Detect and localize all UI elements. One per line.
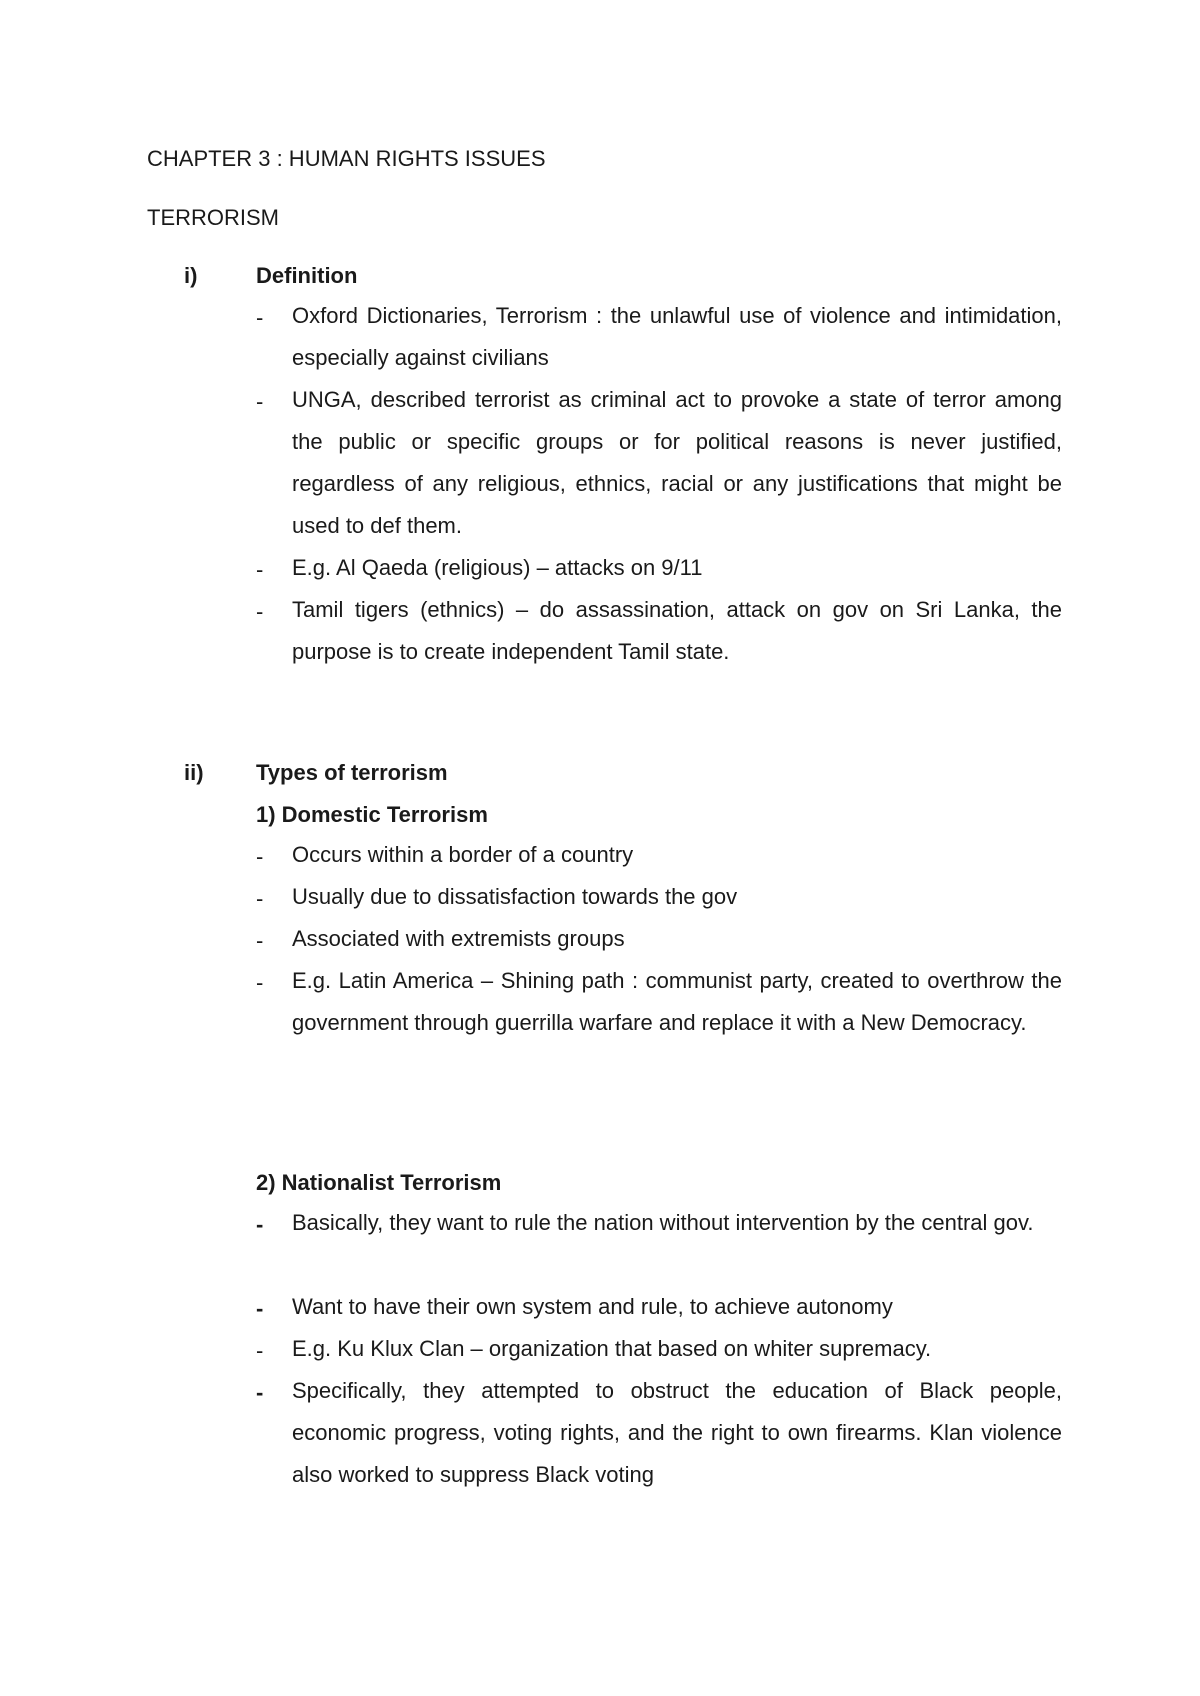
bullet-dash: - — [256, 844, 264, 869]
bullet-text: Oxford Dictionaries, Terrorism : the unlawful use of violence and intimidation, especially against civilians — [292, 303, 1062, 370]
bullet-dash: - — [256, 557, 264, 582]
types-heading: Types of terrorism — [256, 760, 448, 785]
nationalist-heading: 2) Nationalist Terrorism — [256, 1170, 502, 1195]
bullet-dash: - — [256, 970, 264, 995]
definition-heading: Definition — [256, 263, 358, 288]
domestic-heading: 1) Domestic Terrorism — [256, 802, 488, 827]
bullet-dash: - — [256, 599, 264, 624]
bullet-text: Want to have their own system and rule, to achieve autonomy — [292, 1294, 893, 1319]
bullet-text: UNGA, described terrorist as criminal act to provoke a state of terror among the public or specific groups or for political reasons is never justified, regardless of any religious, ethnics, racial or any justifications that might be used to def them. — [292, 387, 1062, 538]
bullet-text: Tamil tigers (ethnics) – do assassination, attack on gov on Sri Lanka, the purpose is to create independent Tamil state. — [292, 597, 1062, 664]
bullet-text: E.g. Latin America – Shining path : communist party, created to overthrow the government through guerrilla warfare and replace it with a New Democracy. — [292, 968, 1062, 1035]
bullet-dash: - — [256, 1212, 264, 1237]
bullet-text: Usually due to dissatisfaction towards the gov — [292, 884, 738, 909]
bullet-dash: - — [256, 886, 264, 911]
bullet-text: E.g. Ku Klux Clan – organization that based on whiter supremacy. — [292, 1336, 932, 1361]
chapter-title: CHAPTER 3 : HUMAN RIGHTS ISSUES — [147, 146, 546, 171]
bullet-text: E.g. Al Qaeda (religious) – attacks on 9/11 — [292, 555, 703, 580]
bullet-dash: - — [256, 928, 264, 953]
bullet-text: Basically, they want to rule the nation without intervention by the central gov. — [292, 1210, 1034, 1235]
bullet-dash: - — [256, 1296, 264, 1321]
bullet-text: Associated with extremists groups — [292, 926, 625, 951]
bullet-dash: - — [256, 389, 264, 414]
bullet-text: Occurs within a border of a country — [292, 842, 634, 867]
bullet-dash: - — [256, 1380, 264, 1405]
section-title: TERRORISM — [147, 205, 279, 230]
bullet-text: Specifically, they attempted to obstruct the education of Black people, economic progress, voting rights, and the right to own firearms. Klan violence also worked to suppress Black voting — [292, 1378, 1062, 1487]
types-numeral: ii) — [184, 760, 204, 785]
bullet-dash: - — [256, 305, 264, 330]
bullet-dash: - — [256, 1338, 264, 1363]
definition-numeral: i) — [184, 263, 198, 288]
